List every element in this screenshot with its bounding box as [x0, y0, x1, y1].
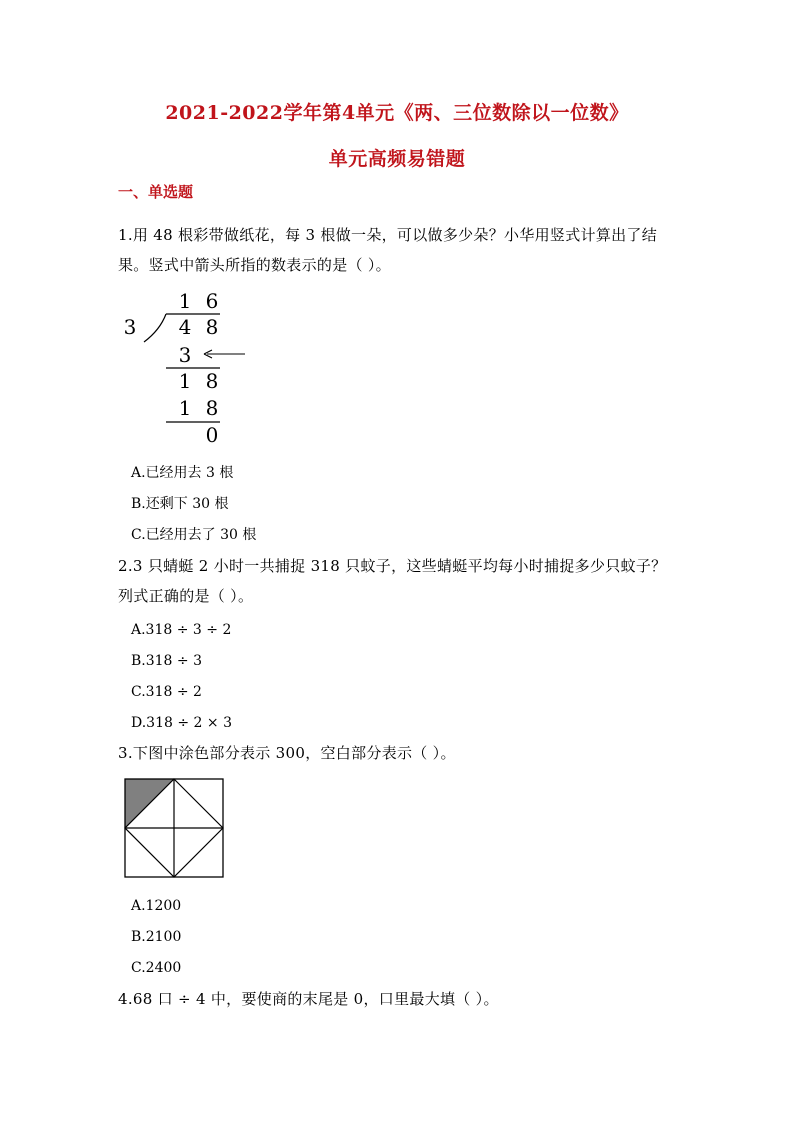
question-3-text: 3.下图中涂色部分表示 300，空白部分表示（ ）。 — [118, 744, 456, 762]
long-division-figure — [112, 284, 262, 450]
q2-option-d[interactable]: D.318 ÷ 2 × 3 — [131, 715, 232, 731]
q1-option-a[interactable]: A.已经用去 3 根 — [131, 465, 234, 481]
step2-digit-2: 8 — [205, 369, 219, 393]
question-2-text-line1: 2.3 只蜻蜓 2 小时一共捕捉 318 只蚊子，这些蜻蜓平均每小时捕捉多少只蚊子？ — [118, 557, 667, 575]
divisor: 3 — [123, 315, 137, 339]
section-heading: 一、单选题 — [118, 183, 194, 201]
question-3 — [118, 738, 698, 768]
q2-option-c[interactable]: C.318 ÷ 2 — [131, 684, 202, 700]
q1-option-c[interactable]: C.已经用去了 30 根 — [131, 527, 257, 543]
dividend-digit-2: 8 — [205, 315, 219, 339]
step1-digit: 3 — [178, 343, 192, 367]
question-1 — [118, 220, 698, 280]
step2-digit-1: 1 — [178, 369, 192, 393]
division-bracket-curve — [144, 314, 166, 342]
step3-digit-2: 8 — [205, 396, 219, 420]
page-subtitle: 单元高频易错题 — [328, 148, 466, 170]
q3-option-a[interactable]: A.1200 — [131, 898, 182, 914]
question-1-text-line2: 果。竖式中箭头所指的数表示的是（ ）。 — [118, 256, 391, 274]
question-4-text: 4.68 口 ÷ 4 中，要使商的末尾是 0，口里最大填（ ）。 — [118, 990, 499, 1008]
step3-digit-1: 1 — [178, 396, 192, 420]
quotient-digit-2: 6 — [205, 289, 219, 313]
question-2-text-line2: 列式正确的是（ ）。 — [118, 587, 254, 605]
q3-option-c[interactable]: C.2400 — [131, 960, 182, 976]
quotient-digit-1: 1 — [178, 289, 192, 313]
q1-option-b[interactable]: B.还剩下 30 根 — [131, 496, 229, 512]
q2-option-b[interactable]: B.318 ÷ 3 — [131, 653, 202, 669]
question-4 — [118, 984, 698, 1014]
q2-option-a[interactable]: A.318 ÷ 3 ÷ 2 — [131, 622, 232, 638]
remainder-digit: 0 — [205, 423, 219, 447]
dividend-digit-1: 4 — [178, 315, 192, 339]
question-1-text-line1: 1.用 48 根彩带做纸花，每 3 根做一朵，可以做多少朵？小华用竖式计算出了结 — [118, 226, 658, 244]
q3-option-b[interactable]: B.2100 — [131, 929, 182, 945]
question-2 — [118, 551, 698, 611]
page-title: 2021-2022学年第4单元《两、三位数除以一位数》 — [165, 102, 629, 124]
square-figure — [124, 778, 226, 880]
